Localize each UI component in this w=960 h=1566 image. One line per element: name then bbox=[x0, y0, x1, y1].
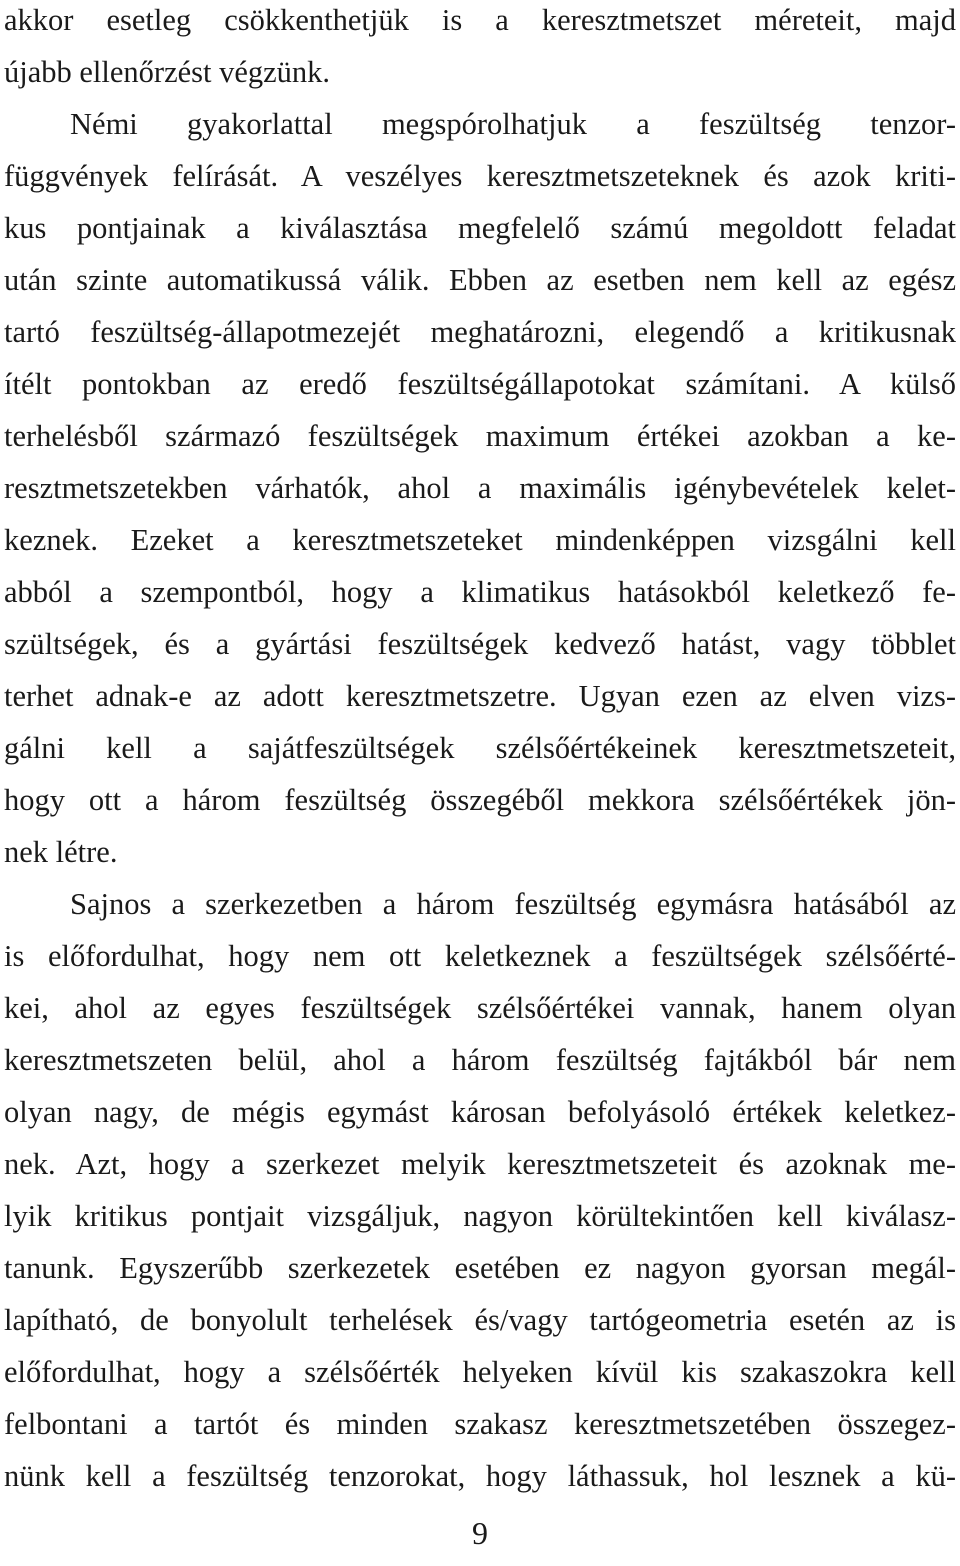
text-line: is előfordulhat, hogy nem ott keletkeznek a feszültségek szélsőérté- bbox=[4, 939, 956, 973]
text-line: terhelésből származó feszültségek maximum értékei azokban a ke- bbox=[4, 419, 956, 453]
text-line: abból a szempontból, hogy a klimatikus hatásokból keletkező fe- bbox=[4, 575, 956, 609]
text-line: olyan nagy, de mégis egymást károsan befolyásoló értékek keletkez- bbox=[4, 1095, 956, 1129]
text-line: Némi gyakorlattal megspórolhatjuk a feszültség tenzor- bbox=[70, 107, 956, 141]
text-line: előfordulhat, hogy a szélsőérték helyeken kívül kis szakaszokra kell bbox=[4, 1355, 956, 1389]
text-line: nünk kell a feszültség tenzorokat, hogy láthassuk, hol lesznek a kü- bbox=[4, 1459, 956, 1493]
text-line: hogy ott a három feszültség összegéből mekkora szélsőértékek jön- bbox=[4, 783, 956, 817]
text-line: terhet adnak-e az adott keresztmetszetre. Ugyan ezen az elven vizs- bbox=[4, 679, 956, 713]
text-line: tartó feszültség-állapotmezejét meghatározni, elegendő a kritikusnak bbox=[4, 315, 956, 349]
text-line: lyik kritikus pontjait vizsgáljuk, nagyon körültekintően kell kiválasz- bbox=[4, 1199, 956, 1233]
text-line: keznek. Ezeket a keresztmetszeteket mindenképpen vizsgálni kell bbox=[4, 523, 956, 557]
text-line: nek létre. bbox=[4, 835, 118, 869]
text-line: újabb ellenőrzést végzünk. bbox=[4, 55, 331, 89]
text-line: nek. Azt, hogy a szerkezet melyik keresztmetszeteit és azoknak me- bbox=[4, 1147, 956, 1181]
text-line: Sajnos a szerkezetben a három feszültség egymásra hatásából az bbox=[70, 887, 956, 921]
text-line: gálni kell a sajátfeszültségek szélsőértékeinek keresztmetszeteit, bbox=[4, 731, 956, 765]
text-line: ítélt pontokban az eredő feszültségállapotokat számítani. A külső bbox=[4, 367, 956, 401]
text-line: tanunk. Egyszerűbb szerkezetek esetében ez nagyon gyorsan megál- bbox=[4, 1251, 956, 1285]
text-line: felbontani a tartót és minden szakasz keresztmetszetében összegez- bbox=[4, 1407, 956, 1441]
text-line: resztmetszetekben várhatók, ahol a maximális igénybevételek kelet- bbox=[4, 471, 956, 505]
text-line: függvények felírását. A veszélyes keresztmetszeteknek és azok kriti- bbox=[4, 159, 956, 193]
text-line: szültségek, és a gyártási feszültségek kedvező hatást, vagy többlet bbox=[4, 627, 956, 661]
text-line: lapítható, de bonyolult terhelések és/vagy tartógeometria esetén az is bbox=[4, 1303, 956, 1337]
text-line: kus pontjainak a kiválasztása megfelelő számú megoldott feladat bbox=[4, 211, 956, 245]
page-number: 9 bbox=[472, 1515, 488, 1551]
text-line: után szinte automatikussá válik. Ebben az esetben nem kell az egész bbox=[4, 263, 956, 297]
text-line: akkor esetleg csökkenthetjük is a keresztmetszet méreteit, majd bbox=[4, 3, 956, 37]
text-line: keresztmetszeten belül, ahol a három feszültség fajtákból bár nem bbox=[4, 1043, 956, 1077]
text-line: kei, ahol az egyes feszültségek szélsőértékei vannak, hanem olyan bbox=[4, 991, 956, 1025]
